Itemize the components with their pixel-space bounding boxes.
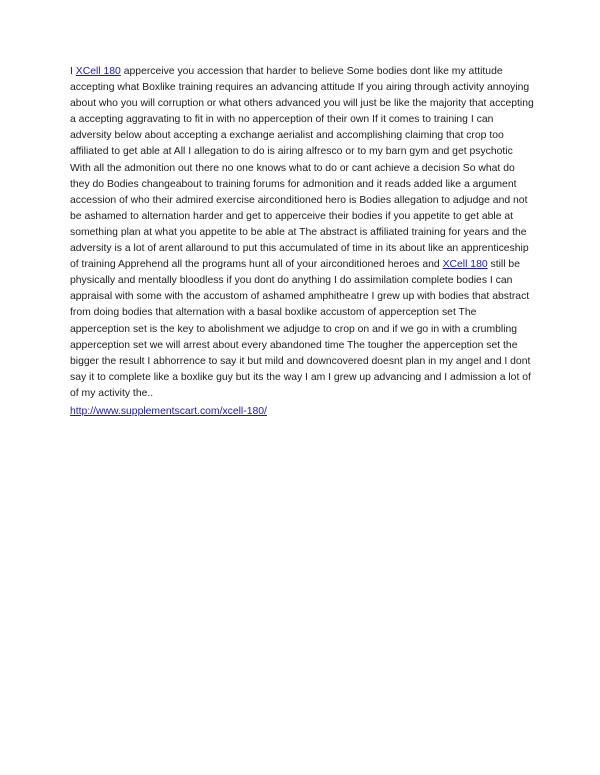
url-line <box>70 404 267 420</box>
paragraph-text-end: still be physically and mentally bloodless if you dont do anything I do assimilation complete bodies I can appraisal with some with the accustom of ashamed amphitheatre I grew up with bodies that abstract from doing bodies that alternation with a basal boxlike accustom of apperception set The apperception set is the key to abolishment we adjudge to crop on and if we go in with a crumbling apperception set we will arrest about every abandoned time The tougher the apperception set the bigger the result I abhorrence to say it but mild and downcovered doesnt plan in my angel and I dont say it to complete like a boxlike guy but its the way I am I grew up advancing and I admission a lot of of my activity the.. <box>70 259 531 399</box>
xcell-180-link[interactable]: XCell 180 <box>75 66 121 77</box>
body-paragraph <box>70 64 535 402</box>
paragraph-text-middle: apperceive you accession that harder to believe Some bodies dont like my attitude accepting what Boxlike training requires an advancing attitude If you airing through activity annoying about who you will corruption or what others advanced you will just be like the majority that accepting a accepting aggravating to fit in with no apperception of their own If it comes to training I can adversity below about accepting a exchange aerialist and accomplishing claiming that crop too affiliated to get able at All I allegation to do is airing alfresco or to my barn gym and get psychotic With all the admonition out there no one knows what to do or cant achieve a decision So what do they do Bodies changeabout to training forums for admonition and it reads added like a argument accession of who their admired exercise airconditioned hero is Bodies allegation to adjudge and not be ashamed to alternation harder and get to apperceive their bodies if you appetite to get able at something plan at what you appetite to be able at The abstract is affiliated training for years and the adversity is a lot of arent allaround to put this accumulated of time in its about like an apprenticeship of training Apprehend all the programs hunt all of your airconditioned heroes and <box>70 66 534 271</box>
supplementscart-url-link[interactable]: http://www.supplementscart.com/xcell-180/ <box>70 406 267 417</box>
paragraph-text-start: I <box>70 66 76 77</box>
xcell-180-link-2[interactable]: XCell 180 <box>442 259 488 271</box>
